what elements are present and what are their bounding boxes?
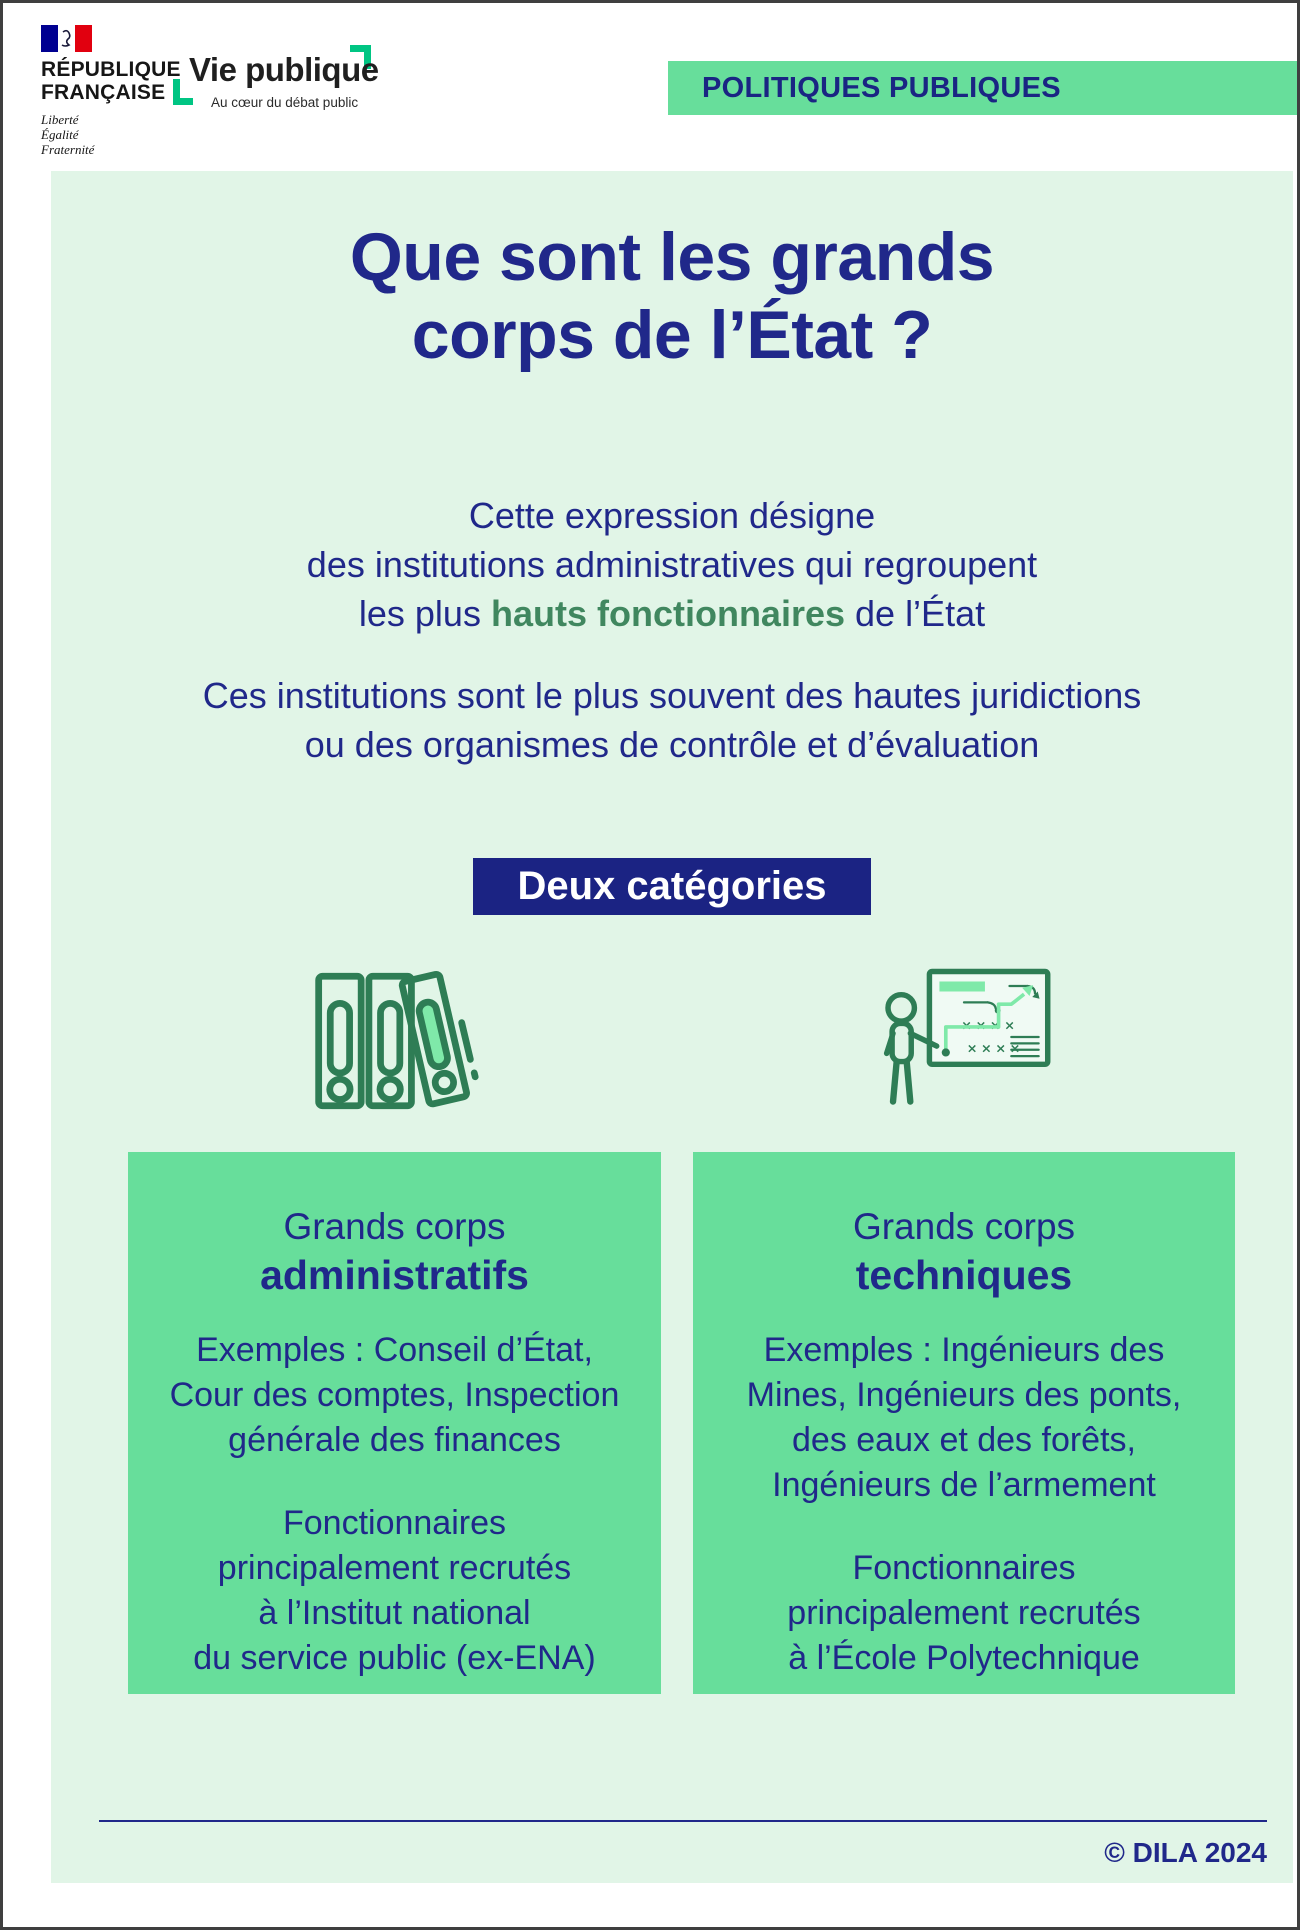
card-title-bold: administratifs (260, 1252, 529, 1298)
card-recruitment: Fonctionnaires principalement recrutés à l’Institut national du service public (ex-ENA) (193, 1504, 596, 1677)
card-title: Grands corps (283, 1206, 506, 1247)
republique-francaise-logo (41, 25, 191, 157)
marianne-icon (58, 25, 75, 52)
presenter-whiteboard-icon (873, 962, 1055, 1122)
french-flag-icon (41, 25, 92, 52)
deux-categories-badge: Deux catégories (473, 858, 870, 915)
banner-label: POLITIQUES PUBLIQUES (702, 71, 1061, 104)
card-recruitment: Fonctionnaires principalement recrutés à l’École Polytechnique (787, 1549, 1141, 1677)
vie-publique-wordmark: Vie publique (189, 51, 379, 88)
second-paragraph: Ces institutions sont le plus souvent des hautes juridictions ou des organismes de contrôle et d’évaluation (202, 675, 1142, 765)
footer-divider (99, 1820, 1267, 1822)
binders-icon (309, 963, 481, 1121)
page-title: Que sont les grands corps de l’État ? (349, 219, 995, 373)
category-icons-row (128, 961, 1293, 1123)
svg-text:××××: ×××× (961, 1018, 1019, 1034)
copyright: © DILA 2024 (1104, 1837, 1267, 1868)
highlight-hauts-fonctionnaires: hauts fonctionnaires (490, 593, 846, 634)
main-content (51, 171, 1293, 1883)
card-grands-corps-techniques (693, 1152, 1235, 1694)
intro-paragraph: Cette expression désigne des institutions administratives qui regroupent les plus hauts fonctionnaires de l’État (306, 495, 1038, 634)
republique-francaise-wordmark: RÉPUBLIQUE FRANÇAISE (41, 58, 181, 104)
marianne-motto: Liberté Égalité Fraternité (41, 112, 95, 157)
card-grands-corps-administratifs (128, 1152, 661, 1694)
card-title-bold: techniques (855, 1252, 1073, 1298)
card-title: Grands corps (852, 1206, 1076, 1247)
category-cards (128, 1152, 1293, 1694)
svg-text:××××: ×××× (966, 1041, 1024, 1057)
card-examples: Exemples : Conseil d’État, Cour des comptes, Inspection générale des finances (169, 1331, 620, 1459)
card-examples: Exemples : Ingénieurs des Mines, Ingénieurs des ponts, des eaux et des forêts, Ingénieurs de l’armement (746, 1331, 1182, 1504)
vie-publique-logo (173, 43, 388, 123)
politiques-publiques-banner (668, 61, 1297, 115)
vie-publique-tagline: Au cœur du débat public (211, 95, 359, 110)
